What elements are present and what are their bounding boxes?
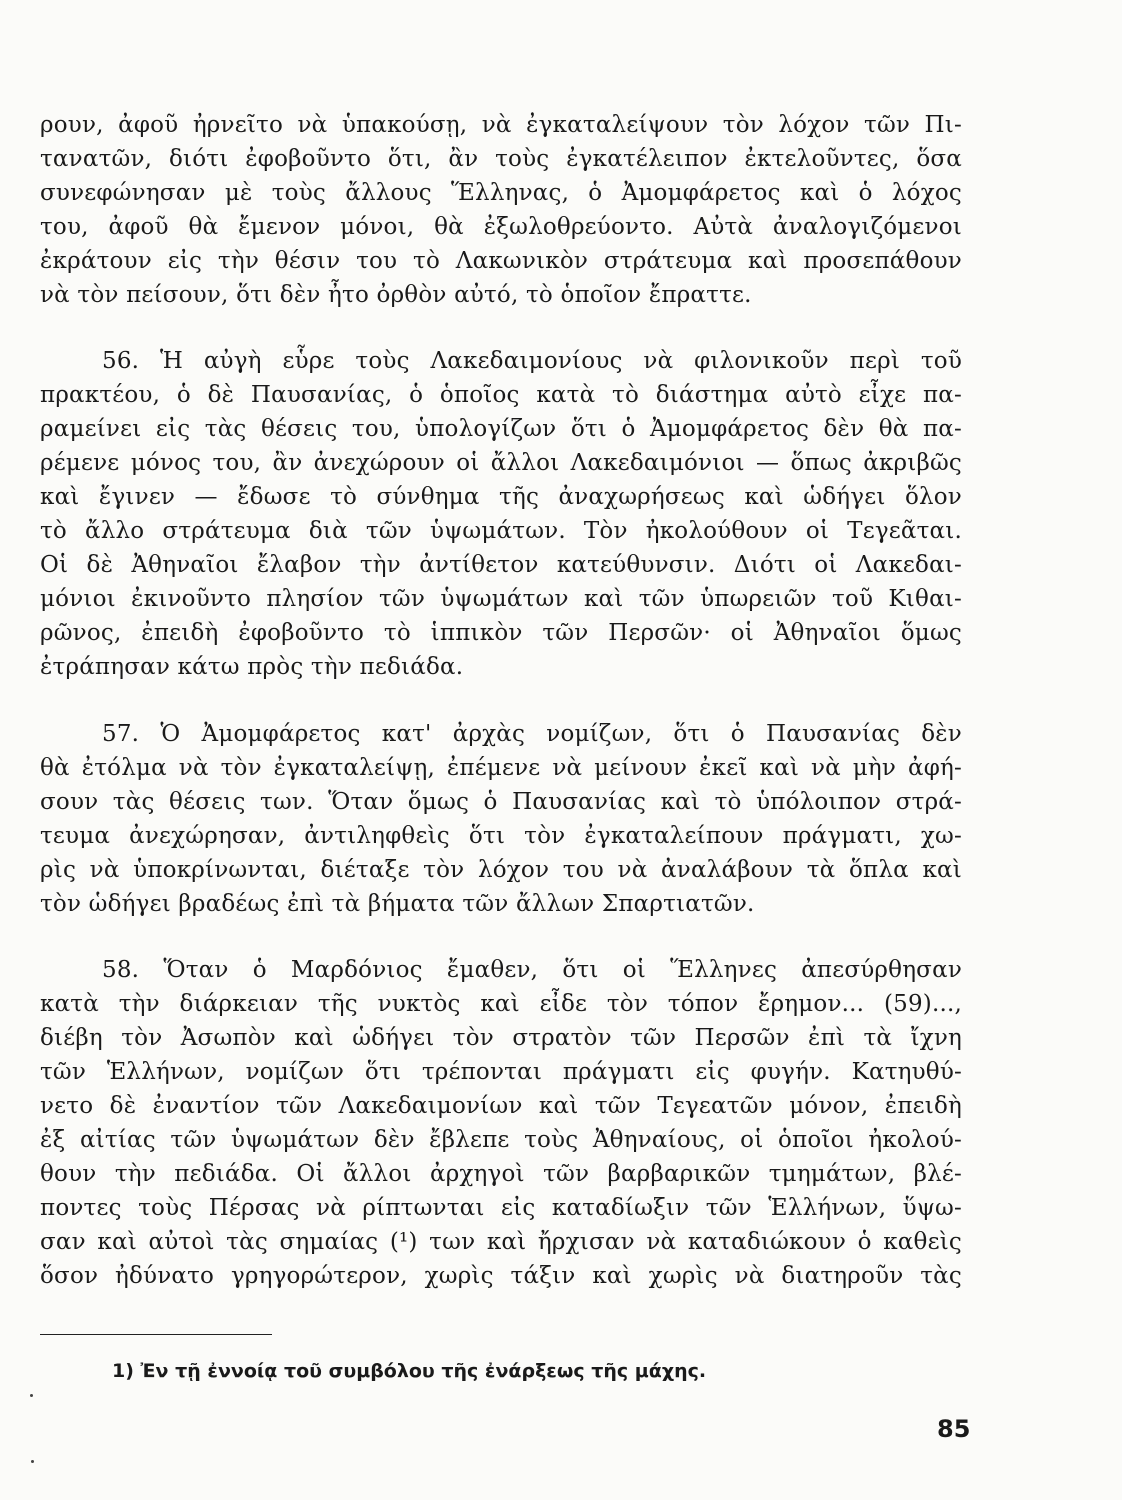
page-number: 85: [937, 1415, 971, 1443]
text-line: τὸ ἄλλο στράτευμα διὰ τῶν ὑψωμάτων. Τὸν ἠκολούθουν οἱ Τεγεᾶται.: [40, 518, 962, 544]
paragraph-58: [40, 953, 962, 1293]
paragraph-57: [40, 717, 962, 921]
text-line: σαν καὶ αὐτοὶ τὰς σημαίας (¹) των καὶ ἤρχισαν νὰ καταδιώκουν ὁ καθεὶς: [40, 1229, 962, 1255]
text-line: σουν τὰς θέσεις των. Ὅταν ὅμως ὁ Παυσανίας καὶ τὸ ὑπόλοιπον στρά-: [40, 789, 962, 815]
text-line: θὰ ἐτόλμα νὰ τὸν ἐγκαταλείψῃ, ἐπέμενε νὰ μείνουν ἐκεῖ καὶ νὰ μὴν ἀφή-: [40, 755, 962, 781]
text-line: νὰ τὸν πείσουν, ὅτι δὲν ἦτο ὀρθὸν αὐτό, τὸ ὁποῖον ἔπραττε.: [40, 282, 752, 308]
text-line: τευμα ἀνεχώρησαν, ἀντιληφθεὶς ὅτι τὸν ἐγκαταλείπουν πράγματι, χω-: [40, 823, 962, 849]
footnote-divider: [40, 1334, 272, 1335]
text-line: ἐξ αἰτίας τῶν ὑψωμάτων δὲν ἔβλεπε τοὺς Ἀθηναίους, οἱ ὁποῖοι ἠκολού-: [40, 1127, 962, 1153]
footnote: 1) Ἐν τῇ ἐννοίᾳ τοῦ συμβόλου τῆς ἐνάρξεως τῆς μάχης.: [112, 1360, 707, 1382]
text-line: ἐτράπησαν κάτω πρὸς τὴν πεδιάδα.: [40, 654, 464, 680]
text-line: καὶ ἔγινεν — ἔδωσε τὸ σύνθημα τῆς ἀναχωρήσεως καὶ ὡδήγει ὅλον: [40, 484, 962, 510]
text-line: ρέμενε μόνος του, ἂν ἀνεχώρουν οἱ ἄλλοι Λακεδαιμόνιοι — ὅπως ἀκριβῶς: [40, 450, 962, 476]
text-line: 56. Ἡ αὐγὴ εὗρε τοὺς Λακεδαιμονίους νὰ φιλονικοῦν περὶ τοῦ: [102, 348, 962, 374]
scan-speck: [31, 1460, 34, 1463]
scan-speck: [30, 1394, 33, 1397]
text-line: συνεφώνησαν μὲ τοὺς ἄλλους Ἕλληνας, ὁ Ἀμομφάρετος καὶ ὁ λόχος: [40, 180, 962, 206]
text-line: ρουν, ἀφοῦ ἠρνεῖτο νὰ ὑπακούσῃ, νὰ ἐγκαταλείψουν τὸν λόχον τῶν Πι-: [40, 112, 962, 138]
text-line: ἐκράτουν εἰς τὴν θέσιν του τὸ Λακωνικὸν στράτευμα καὶ προσεπάθουν: [40, 248, 962, 274]
paragraph-56: [40, 344, 962, 684]
text-line: νετο δὲ ἐναντίον τῶν Λακεδαιμονίων καὶ τῶν Τεγεατῶν μόνον, ἐπειδὴ: [40, 1093, 962, 1119]
text-line: τὸν ὡδήγει βραδέως ἐπὶ τὰ βήματα τῶν ἄλλων Σπαρτιατῶν.: [40, 891, 755, 917]
text-line: ραμείνει εἰς τὰς θέσεις του, ὑπολογίζων ὅτι ὁ Ἀμομφάρετος δὲν θὰ πα-: [40, 416, 962, 442]
text-line: μόνιοι ἐκινοῦντο πλησίον τῶν ὑψωμάτων καὶ τῶν ὑπωρειῶν τοῦ Κιθαι-: [40, 586, 962, 612]
text-line: πρακτέου, ὁ δὲ Παυσανίας, ὁ ὁποῖος κατὰ τὸ διάστημα αὐτὸ εἶχε πα-: [40, 382, 962, 408]
text-line: ρὶς νὰ ὑποκρίνωνται, διέταξε τὸν λόχον του νὰ ἀναλάβουν τὰ ὅπλα καὶ: [40, 857, 962, 883]
text-line: τανατῶν, διότι ἐφοβοῦντο ὅτι, ἂν τοὺς ἐγκατέλειπον ἐκτελοῦντες, ὅσα: [40, 146, 962, 172]
text-line: του, ἀφοῦ θὰ ἔμενον μόνοι, θὰ ἐξωλοθρεύοντο. Αὐτὰ ἀναλογιζόμενοι: [40, 214, 962, 240]
text-line: τῶν Ἑλλήνων, νομίζων ὅτι τρέπονται πράγματι εἰς φυγήν. Κατηυθύ-: [40, 1059, 962, 1085]
text-line: ρῶνος, ἐπειδὴ ἐφοβοῦντο τὸ ἱππικὸν τῶν Περσῶν· οἱ Ἀθηναῖοι ὅμως: [40, 620, 962, 646]
text-line: 57. Ὁ Ἀμομφάρετος κατ' ἀρχὰς νομίζων, ὅτι ὁ Παυσανίας δὲν: [102, 721, 962, 747]
text-line: κατὰ τὴν διάρκειαν τῆς νυκτὸς καὶ εἶδε τὸν τόπον ἔρημον... (59)...,: [40, 991, 962, 1017]
text-line: θουν τὴν πεδιάδα. Οἱ ἄλλοι ἀρχηγοὶ τῶν βαρβαρικῶν τμημάτων, βλέ-: [40, 1161, 962, 1187]
text-line: διέβη τὸν Ἀσωπὸν καὶ ὡδήγει τὸν στρατὸν τῶν Περσῶν ἐπὶ τὰ ἴχνη: [40, 1025, 962, 1051]
text-line: ποντες τοὺς Πέρσας νὰ ρίπτωνται εἰς καταδίωξιν τῶν Ἑλλήνων, ὕψω-: [40, 1195, 962, 1221]
text-line: Οἱ δὲ Ἀθηναῖοι ἔλαβον τὴν ἀντίθετον κατεύθυνσιν. Διότι οἱ Λακεδαι-: [40, 552, 962, 578]
paragraph-continuation: [40, 108, 962, 312]
text-line: ὅσον ἠδύνατο γρηγορώτερον, χωρὶς τάξιν καὶ χωρὶς νὰ διατηροῦν τὰς: [40, 1263, 962, 1289]
text-line: 58. Ὅταν ὁ Μαρδόνιος ἔμαθεν, ὅτι οἱ Ἕλληνες ἀπεσύρθησαν: [102, 957, 962, 983]
